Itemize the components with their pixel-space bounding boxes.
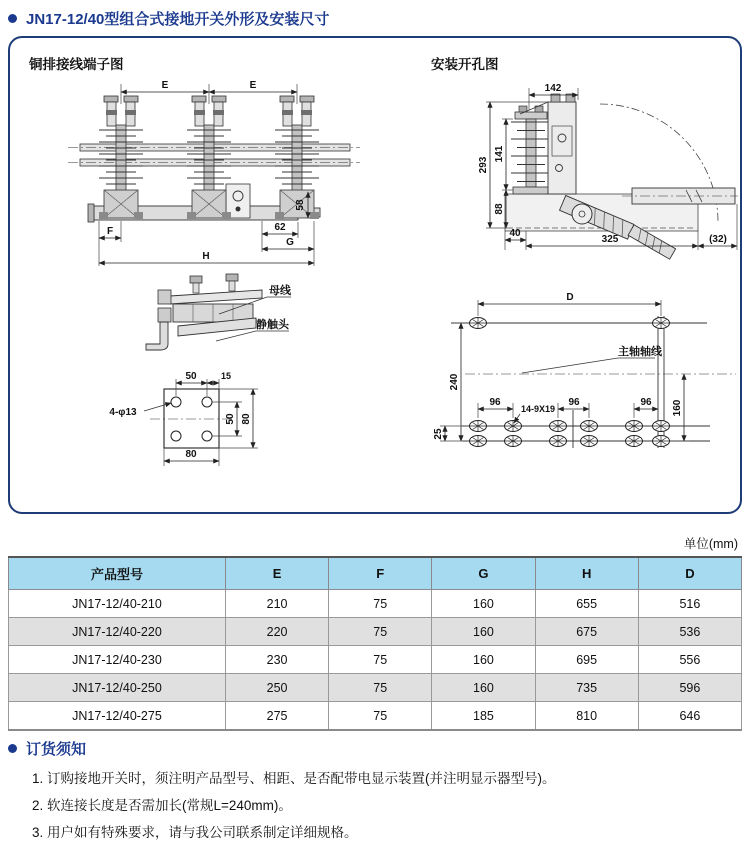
cell-g: 160 — [432, 646, 535, 674]
cell-e: 210 — [225, 590, 328, 618]
cell-d: 646 — [638, 702, 741, 731]
cell-model: JN17-12/40-250 — [9, 674, 226, 702]
cell-d: 536 — [638, 618, 741, 646]
cell-g: 160 — [432, 618, 535, 646]
dim-f: F — [106, 226, 114, 237]
diagram-panel — [8, 36, 742, 514]
cell-h: 675 — [535, 618, 638, 646]
dim-325: 325 — [601, 234, 619, 245]
spec-table — [8, 556, 742, 731]
dim-15: 15 — [220, 371, 232, 381]
dim-50-right: 50 — [225, 413, 236, 425]
note-item: 3. 用户如有特殊要求，请与我公司联系制定详细规格。 — [32, 825, 358, 840]
cell-model: JN17-12/40-220 — [9, 618, 226, 646]
dim-141: 141 — [494, 145, 505, 163]
cell-model: JN17-12/40-230 — [9, 646, 226, 674]
slot-count-label: 14-9X19 — [520, 404, 556, 414]
dim-88: 88 — [494, 203, 505, 215]
table-row — [9, 674, 742, 702]
notes-title — [8, 738, 86, 759]
dim-96-3: 96 — [640, 397, 652, 408]
cell-f: 75 — [329, 674, 432, 702]
dim-80-right: 80 — [241, 413, 252, 425]
cell-f: 75 — [329, 590, 432, 618]
col-header-d: D — [638, 557, 741, 590]
unit-label: 单位(mm) — [683, 537, 738, 551]
busbar-label: 母线 — [269, 285, 291, 297]
bullet-icon — [8, 14, 17, 23]
busbar-detail-drawing — [146, 274, 292, 350]
page-title-text: JN17-12/40型组合式接地开关外形及安装尺寸 — [26, 11, 330, 28]
cell-d: 516 — [638, 590, 741, 618]
cell-d: 596 — [638, 674, 741, 702]
dim-e1: E — [161, 80, 169, 91]
dim-80-bottom: 80 — [185, 449, 197, 460]
cell-h: 655 — [535, 590, 638, 618]
dim-62: 62 — [274, 222, 286, 233]
hole-pattern-drawing — [433, 292, 736, 448]
dim-25: 25 — [433, 428, 444, 440]
right-diagram-title: 安装开孔图 — [431, 57, 499, 72]
cell-f: 75 — [329, 618, 432, 646]
dim-96-2: 96 — [568, 397, 580, 408]
cell-f: 75 — [329, 646, 432, 674]
dim-293: 293 — [478, 156, 489, 174]
dim-96-1: 96 — [489, 397, 501, 408]
cell-h: 810 — [535, 702, 638, 731]
side-view-drawing — [478, 83, 738, 259]
col-header-f: F — [329, 557, 432, 590]
dim-e2: E — [249, 80, 257, 91]
bullet-icon — [8, 744, 17, 753]
note-item: 2. 软连接长度是否需加长(常规L=240mm)。 — [32, 798, 292, 813]
dim-40: 40 — [509, 228, 521, 239]
left-diagram-title: 铜排接线端子图 — [29, 57, 124, 72]
col-header-model: 产品型号 — [9, 557, 226, 590]
dim-h: H — [202, 251, 210, 262]
ordering-notes — [32, 770, 732, 851]
col-header-h: H — [535, 557, 638, 590]
table-row — [9, 702, 742, 731]
shaft-axis-label: 主轴轴线 — [618, 346, 662, 358]
cell-f: 75 — [329, 702, 432, 731]
note-item: 1. 订购接地开关时，须注明产品型号、相距、是否配带电显示装置(并注明显示器型号)。 — [32, 771, 556, 786]
col-header-g: G — [432, 557, 535, 590]
cell-e: 230 — [225, 646, 328, 674]
technical-drawing — [10, 38, 738, 508]
cell-g: 160 — [432, 590, 535, 618]
cell-model: JN17-12/40-210 — [9, 590, 226, 618]
cell-d: 556 — [638, 646, 741, 674]
dim-holes-label: 4-φ13 — [109, 407, 137, 418]
page-title — [8, 8, 329, 29]
cell-g: 185 — [432, 702, 535, 731]
cell-e: 275 — [225, 702, 328, 731]
notes-title-text: 订货须知 — [26, 741, 87, 758]
cell-e: 220 — [225, 618, 328, 646]
dim-142: 142 — [544, 83, 562, 94]
table-row — [9, 646, 742, 674]
cell-h: 735 — [535, 674, 638, 702]
table-row — [9, 590, 742, 618]
plate-detail-drawing — [109, 371, 258, 466]
cell-model: JN17-12/40-275 — [9, 702, 226, 731]
cell-g: 160 — [432, 674, 535, 702]
table-header-row — [9, 557, 742, 590]
dim-50-top: 50 — [185, 371, 197, 382]
cell-h: 695 — [535, 646, 638, 674]
dim-58: 58 — [295, 199, 306, 211]
static-contact-label: 静触头 — [256, 319, 289, 331]
dim-160: 160 — [672, 399, 683, 417]
dim-32: (32) — [709, 234, 727, 245]
front-view-drawing — [68, 80, 360, 266]
col-header-e: E — [225, 557, 328, 590]
dim-d: D — [566, 292, 574, 303]
dim-240: 240 — [449, 373, 460, 391]
cell-e: 250 — [225, 674, 328, 702]
dim-g: G — [286, 237, 294, 248]
table-row — [9, 618, 742, 646]
